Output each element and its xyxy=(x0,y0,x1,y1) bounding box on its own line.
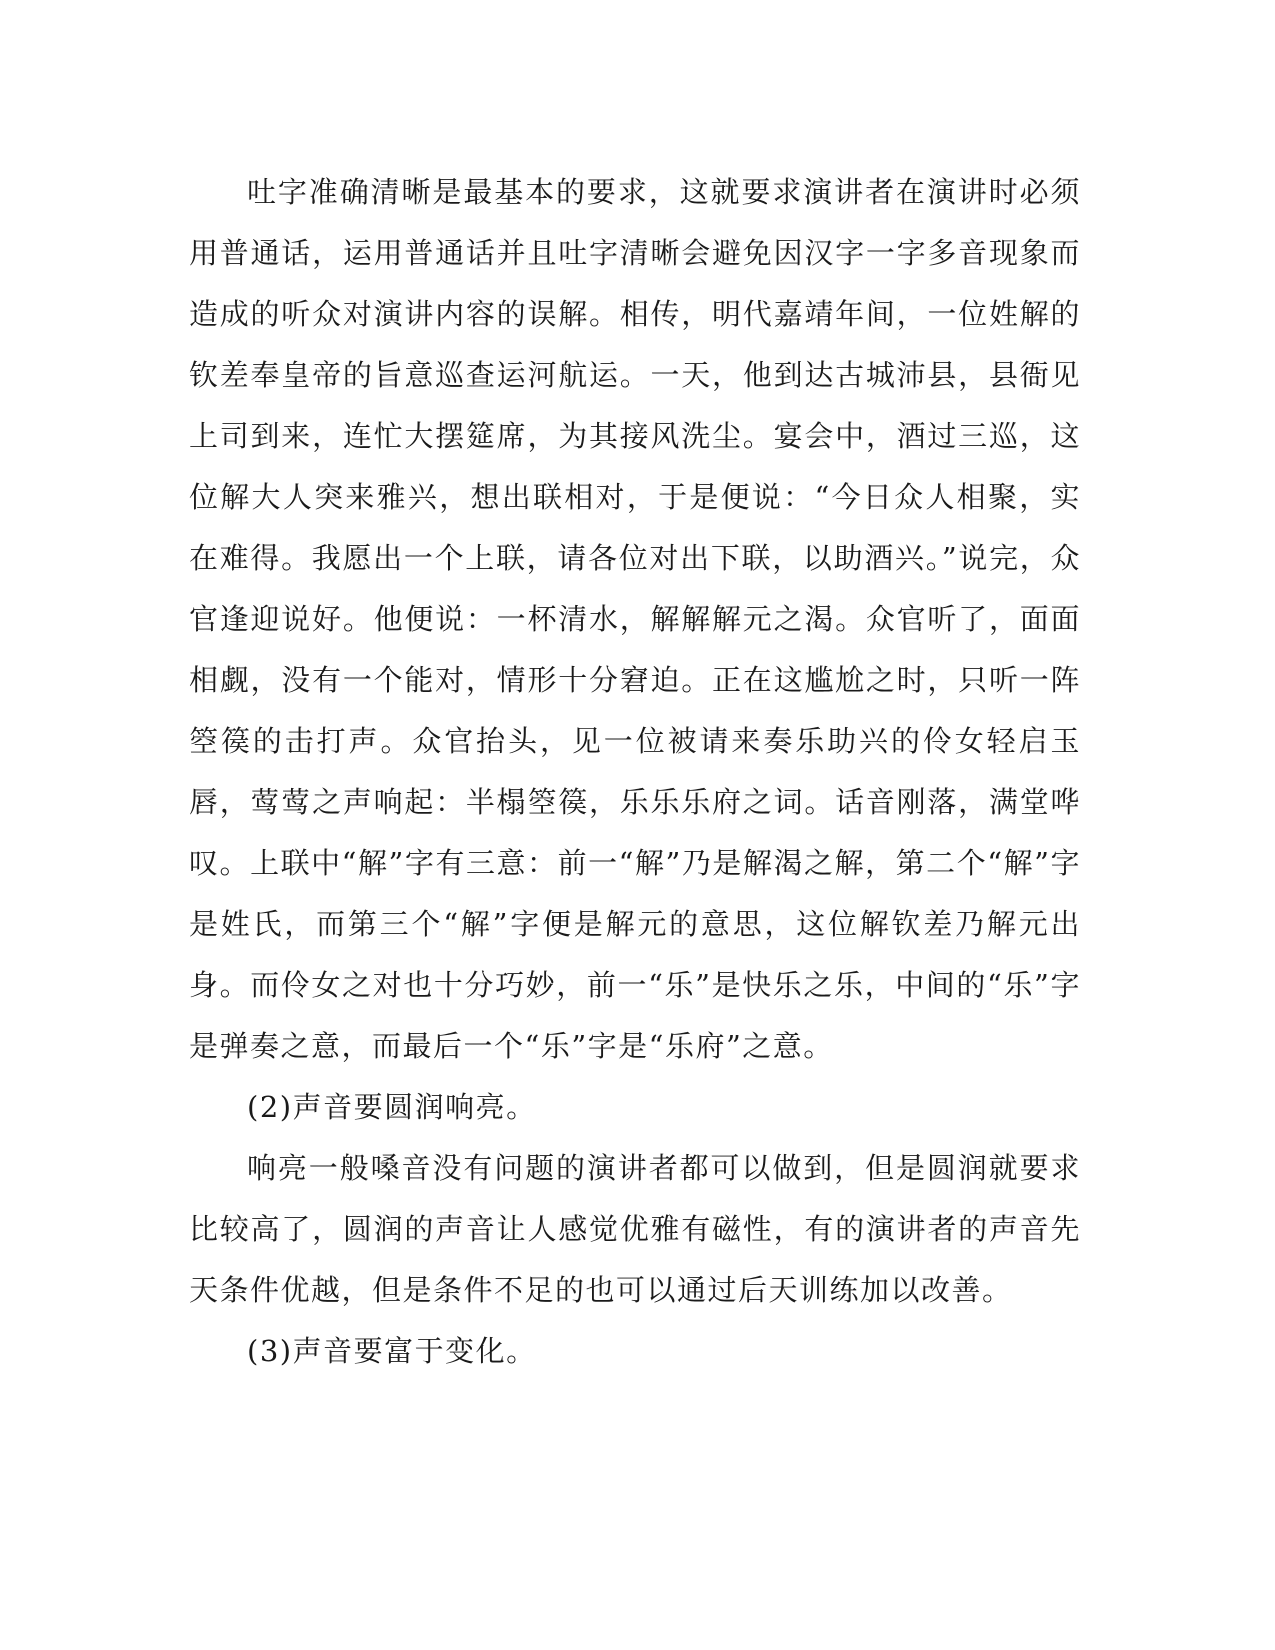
paragraph-voice-round-bright: 响亮一般嗓音没有问题的演讲者都可以做到，但是圆润就要求比较高了，圆润的声音让人感觉优雅有磁性，有的演讲者的声音先天条件优越，但是条件不足的也可以通过后天训练加以改善。 xyxy=(189,1151,1081,1307)
heading-voice-round-bright: (2)声音要圆润响亮。 xyxy=(247,1090,537,1124)
document-body xyxy=(189,162,1081,1382)
heading-voice-variation: (3)声音要富于变化。 xyxy=(247,1334,537,1368)
paragraph-pronunciation-story: 吐字准确清晰是最基本的要求，这就要求演讲者在演讲时必须用普通话，运用普通话并且吐字清晰会避免因汉字一字多音现象而造成的听众对演讲内容的误解。相传，明代嘉靖年间，一位姓解的钦差奉皇帝的旨意巡查运河航运。一天，他到达古城沛县，县衙见上司到来，连忙大摆筵席，为其接风洗尘。宴会中，酒过三巡，这位解大人突来雅兴，想出联相对，于是便说：“今日众人相聚，实在难得。我愿出一个上联，请各位对出下联，以助酒兴。”说完，众官逢迎说好。他便说：一杯清水，解解解元之渴。众官听了，面面相觑，没有一个能对，情形十分窘迫。正在这尴尬之时，只听一阵箜篌的击打声。众官抬头，见一位被请来奏乐助兴的伶女轻启玉唇，莺莺之声响起：半榻箜篌，乐乐乐府之词。话音刚落，满堂哗叹。上联中“解”字有三意：前一“解”乃是解渴之解，第二个“解”字是姓氏，而第三个“解”字便是解元的意思，这位解钦差乃解元出身。而伶女之对也十分巧妙，前一“乐”是快乐之乐，中间的“乐”字是弹奏之意，而最后一个“乐”字是“乐府”之意。 xyxy=(189,175,1081,1063)
